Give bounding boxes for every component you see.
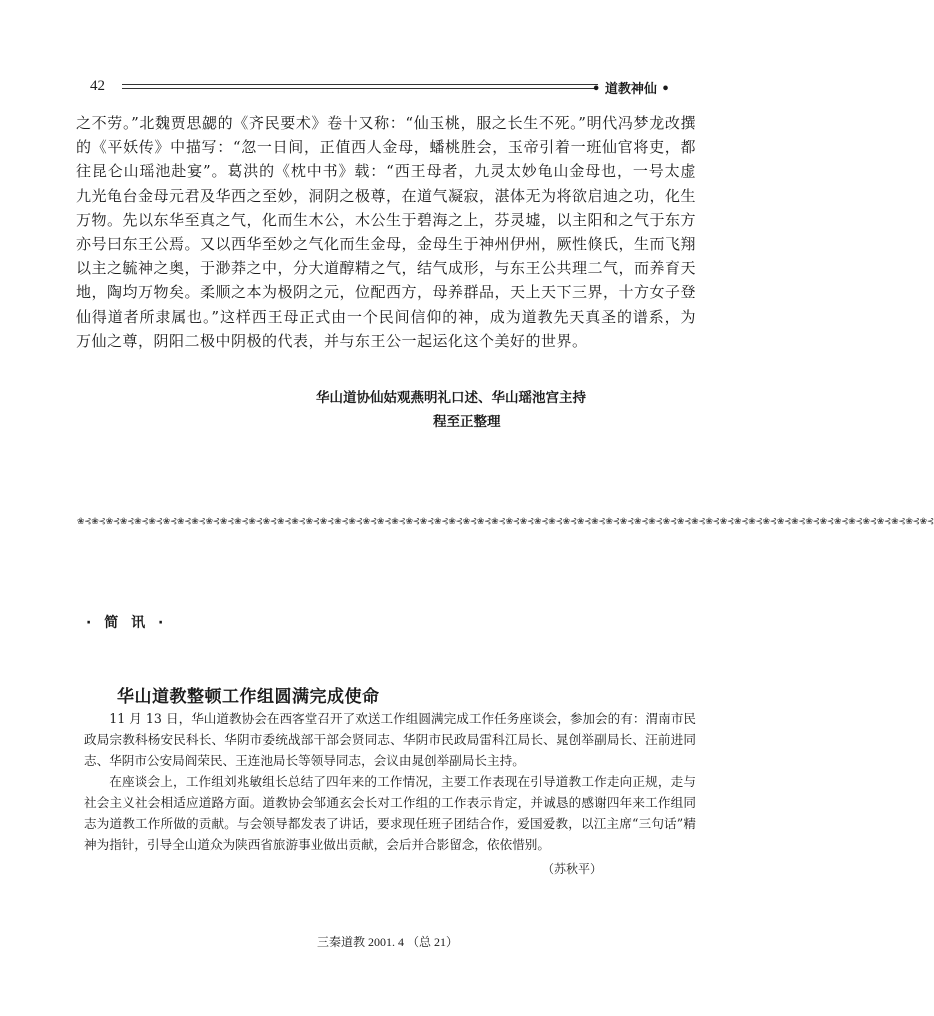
news-headline: 华山道教整顿工作组圆满完成使命 [117, 687, 380, 707]
news-author: （苏秋平） [542, 862, 603, 876]
news-paragraph-2: 在座谈会上，工作组刘兆敏组长总结了四年来的工作情况，主要工作表现在引导道教工作走向正规，走与社会主义社会相适应道路方面。道教协会邹通玄会长对工作组的工作表示肯定，并诚恳的感谢四年来工作组同志为道教工作所做的贡献。与会领导都发表了讲话，要求现任班子团结合作，爱国爱教，以江主席“三句话”精神为指针，引导全山道众为陕西省旅游事业做出贡献，会后并合影留念，依依惜别。 [84, 774, 696, 852]
page-header [90, 78, 690, 100]
page-number: 42 [90, 78, 105, 94]
header-rule [122, 84, 598, 89]
news-paragraph-1: 11 月 13 日，华山道教协会在西客堂召开了欢送工作组圆满完成工作任务座谈会，参加会的有：渭南市民政局宗教科杨安民科长、华阴市委统战部干部会贤同志、华阴市民政局雷科江局长、晁创举副局长、汪前进同志、华阴市公安局阎荣民、王连池局长等领导同志，会议由晁创举副局长主持。 [84, 711, 696, 768]
article-paragraph: 之不劳。”北魏贾思勰的《齐民要术》卷十又称：“仙玉桃，服之长生不死。”明代冯梦龙改撰的《平妖传》中描写：“忽一日间，正值西人金母，蟠桃胜会，玉帝引着一班仙官将吏，都往昆仑山瑶池赴宴”。葛洪的《枕中书》载：“西王母者，九灵太妙龟山金母也，一号太虚九光龟台金母元君及华西之至妙，洞阴之极尊，在道气凝寂，湛体无为将欲启迪之功，化生万物。先以东华至真之气，化而生木公，木公生于碧海之上，芬灵墟，以主阳和之气于东方亦号曰东王公焉。又以西华至妙之气化而生金母，金母生于神州伊州，厥性倏氏，生而飞翔以主之毓神之奥，于渺莽之中，分大道醇精之气，结气成形，与东王公共理二气，而养育天地，陶均万物矣。柔顺之本为极阴之元，位配西方，母养群品，天上天下三界，十方女子登仙得道者所隶属也。”这样西王母正式由一个民间信仰的神，成为道教先天真圣的谱系，为万仙之尊，阴阳二极中阴极的代表，并与东王公一起运化这个美好的世界。 [76, 114, 697, 350]
news-body [84, 708, 696, 855]
signature-line-1: 华山道协仙姑观燕明礼口述、华山瑶池宫主持 [316, 390, 586, 406]
signature-line-2: 程至正整理 [433, 414, 501, 430]
ornamental-divider: ❀⊰❀⊰❀⊰❀⊰❀⊰❀⊰❀⊰❀⊰❀⊰❀⊰❀⊰❀⊰❀⊰❀⊰❀⊰❀⊰❀⊰❀⊰❀⊰❀⊰❀⊰❀⊰❀⊰❀⊰❀⊰❀⊰❀⊰❀⊰❀⊰❀⊰❀⊰❀⊰❀⊰❀⊰❀⊰❀⊰❀⊰❀⊰❀⊰❀⊰❀⊰❀⊰❀⊰❀⊰❀⊰❀⊰❀⊰❀⊰❀⊰❀⊰❀⊰❀⊰❀⊰❀⊰❀⊰❀⊰❀⊰❀⊰❀⊰❀⊰ [77, 517, 934, 527]
page-footer: 三秦道教 2001. 4 （总 21） [316, 935, 458, 949]
brief-section-label: · 简 讯 · [86, 615, 168, 631]
section-title: • 道教神仙 • [592, 82, 670, 97]
article-signature [316, 386, 686, 434]
